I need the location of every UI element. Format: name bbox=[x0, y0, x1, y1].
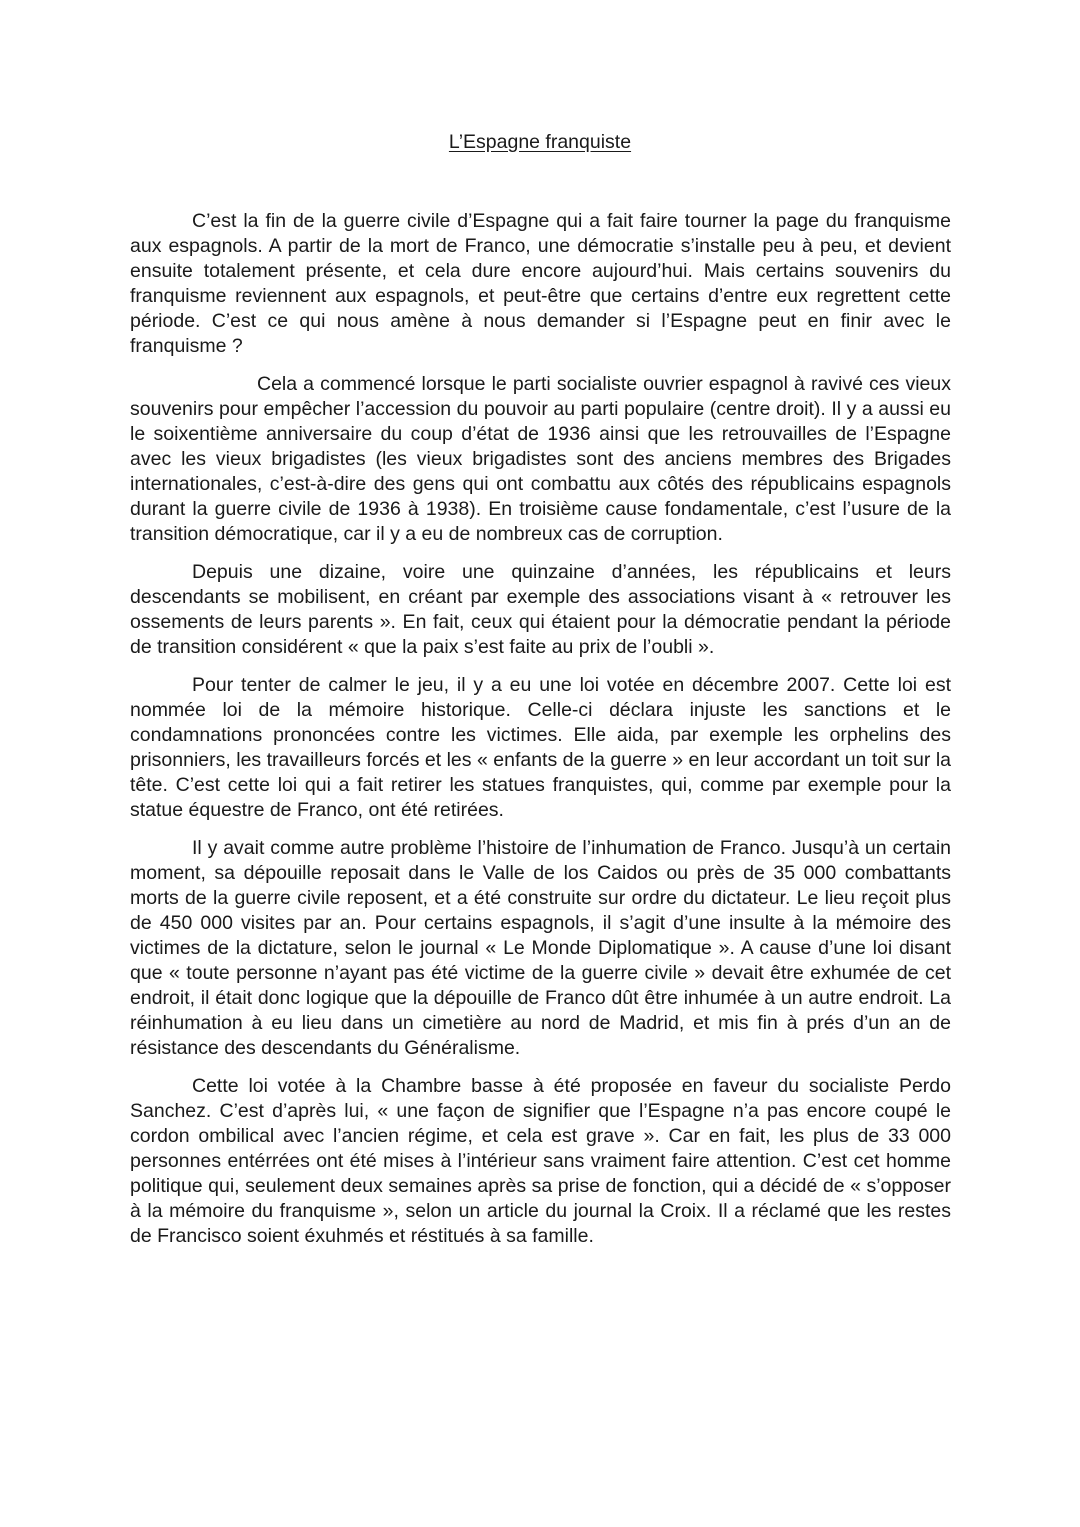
paragraph-6: Cette loi votée à la Chambre basse à été proposée en faveur du socialiste Perdo Sanchez. C’est d’après lui, « une façon de signifier que l’Espagne n’a pas encore coupé le cordon ombilical avec l’ancien régime, et cela est grave ». Car en fait, les plus de 33 000 personnes entérrées ont été mises à l’intérieur sans vraiment faire attention. C’est cet homme politique qui, seulement deux semaines après sa prise de fonction, qui a décidé de « s’opposer à la mémoire du franquisme », selon un article du journal la Croix. Il a réclamé que les restes de Francisco soient éxuhmés et réstitués à sa famille. bbox=[130, 1075, 951, 1247]
document-body bbox=[130, 209, 951, 1262]
paragraph-5: Il y avait comme autre problème l’histoire de l’inhumation de Franco. Jusqu’à un certain moment, sa dépouille reposait dans le Valle de los Caidos ou près de 35 000 combattants morts de la guerre civile reposent, et a été construite sur ordre du dictateur. Le lieu reçoit plus de 450 000 visites par an. Pour certains espagnols, il s’agit d’une insulte à la mémoire des victimes de la dictature, selon le journal « Le Monde Diplomatique ». A cause d’une loi disant que « toute personne n’ayant pas été victime de la guerre civile » devait être exhumée de cet endroit, il était donc logique que la dépouille de Franco dût être inhumée à un autre endroit. La réinhumation à eu lieu dans un cimetière au nord de Madrid, et mis fin à prés d’un an de résistance des descendants du Généralisme. bbox=[130, 837, 951, 1059]
paragraph-1: C’est la fin de la guerre civile d’Espagne qui a fait faire tourner la page du franquisme aux espagnols. A partir de la mort de Franco, une démocratie s’installe peu à peu, et devient ensuite totalement présente, et cela dure encore aujourd’hui. Mais certains souvenirs du franquisme reviennent aux espagnols, et peut-être que certains d’entre eux regrettent cette période. C’est ce qui nous amène à nous demander si l’Espagne peut en finir avec le franquisme ? bbox=[130, 210, 951, 357]
document-title: L’Espagne franquiste bbox=[448, 131, 632, 153]
paragraph-4: Pour tenter de calmer le jeu, il y a eu une loi votée en décembre 2007. Cette loi est nommée loi de la mémoire historique. Celle-ci déclara injuste les sanctions et le condamnations prononcées contre les victimes. Elle aida, par exemple les orphelins des prisonniers, les travailleurs forcés et les « enfants de la guerre » en leur accordant un toit sur la tête. C’est cette loi qui a fait retirer les statues franquistes, qui, comme par exemple pour la statue équestre de Franco, ont été retirées. bbox=[130, 674, 951, 821]
paragraph-2: Cela a commencé lorsque le parti socialiste ouvrier espagnol à ravivé ces vieux souvenirs pour empêcher l’accession du pouvoir au parti populaire (centre droit). Il y a aussi eu le soixentième anniversaire du coup d’état de 1936 ainsi que les retrouvailles de l’Espagne avec les vieux brigadistes (les vieux brigadistes sont des anciens membres des Brigades internationales, c’est-à-dire des gens qui ont combattu aux côtés des républicains espagnols durant la guerre civile de 1936 à 1938). En troisième cause fondamentale, c’est l’usure de la transition démocratique, car il y a eu de nombreux cas de corruption. bbox=[130, 373, 951, 545]
paragraph-3: Depuis une dizaine, voire une quinzaine d’années, les républicains et leurs descendants se mobilisent, en créant par exemple des associations visant à « retrouver les ossements de leurs parents ». En fait, ceux qui étaient pour la démocratie pendant la période de transition considérent « que la paix s’est faite au prix de l’oubli ». bbox=[130, 561, 951, 658]
